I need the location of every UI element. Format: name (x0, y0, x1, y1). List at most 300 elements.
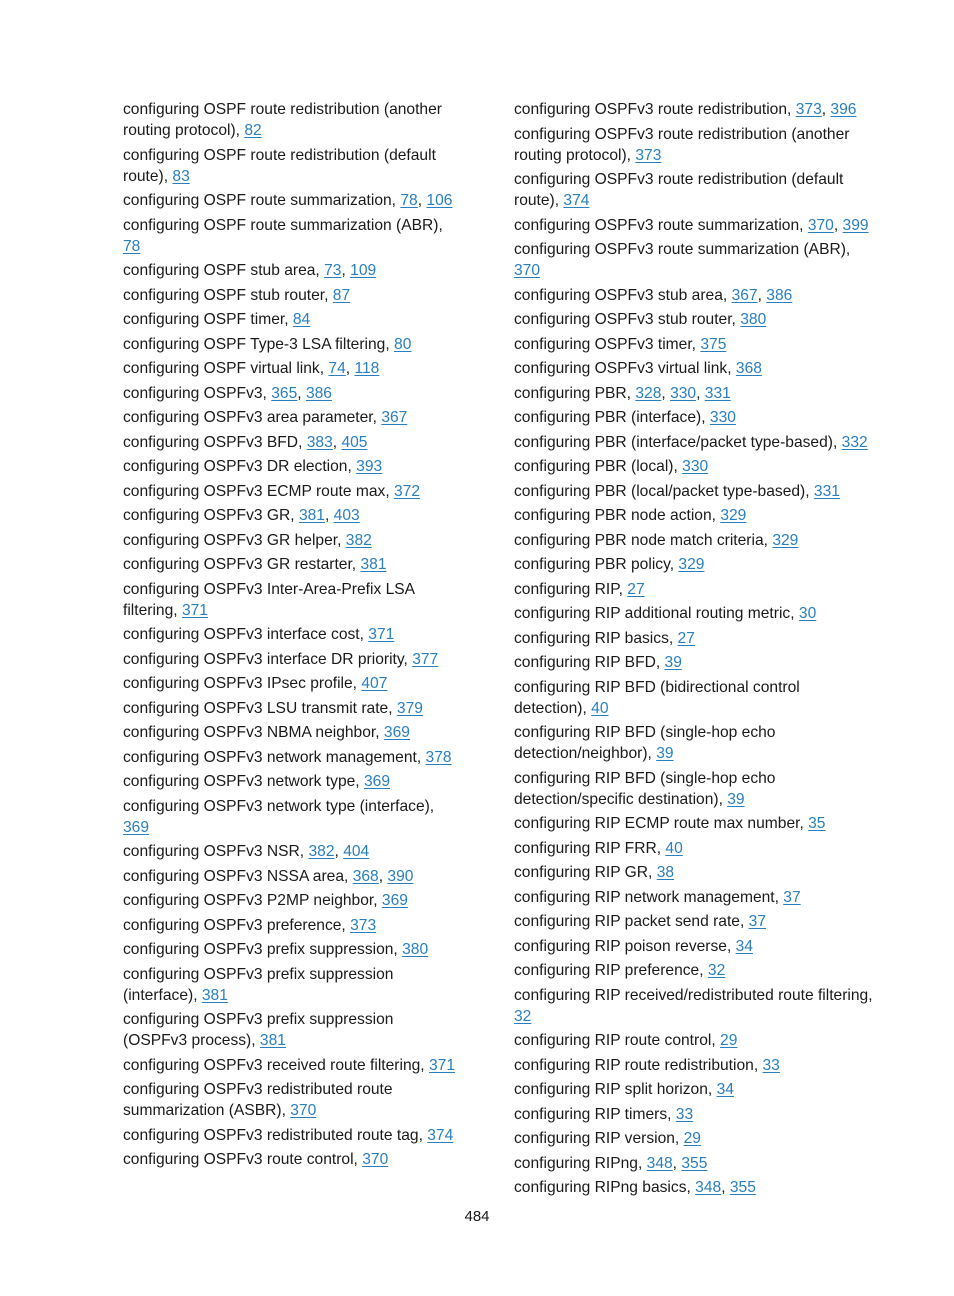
index-term: configuring RIP network management, (514, 888, 779, 906)
index-entry (123, 432, 458, 453)
index-term: configuring RIPng basics, (514, 1179, 691, 1196)
page-link[interactable]: 330 (670, 384, 697, 402)
index-term: configuring RIP ECMP route max number, (514, 815, 804, 832)
page-link[interactable]: 106 (426, 192, 453, 209)
index-term: configuring RIP packet send rate, (514, 913, 745, 930)
page-link[interactable]: 373 (350, 916, 377, 934)
index-term: configuring OSPFv3 GR restarter, (123, 556, 357, 573)
page-refs: 381, 403 (298, 507, 360, 524)
index-term: configuring OSPF virtual link, (123, 360, 325, 377)
index-entry (514, 505, 876, 526)
page-refs: 383, 405 (306, 433, 368, 451)
index-term: configuring PBR policy, (514, 556, 675, 573)
index-entry (514, 838, 876, 859)
page-link[interactable]: 39 (727, 790, 745, 808)
page-link[interactable]: 34 (735, 937, 753, 955)
page-refs (736, 938, 753, 955)
index-entry (514, 383, 876, 404)
page-link[interactable]: 370 (290, 1102, 317, 1119)
page-link[interactable]: 348 (695, 1179, 722, 1196)
page-refs (657, 864, 674, 881)
index-term: configuring OSPFv3 network type (interface), (123, 797, 435, 815)
page-refs (290, 1102, 316, 1119)
index-term: configuring OSPF route summarization (ABR), (123, 216, 443, 234)
index-entry (123, 1055, 458, 1076)
page-link[interactable]: 369 (383, 724, 410, 741)
index-term: configuring OSPFv3 redistributed route summarization (ASBR), (123, 1081, 393, 1119)
index-entry (123, 260, 458, 281)
index-term: configuring OSPFv3 area parameter, (123, 409, 377, 426)
index-entry (123, 939, 458, 960)
page-refs (720, 1032, 737, 1049)
page-link[interactable]: 37 (783, 888, 801, 906)
page-refs: 367, 386 (731, 286, 793, 304)
index-entry (514, 215, 876, 236)
page-refs (394, 483, 420, 500)
index-term: configuring PBR (local), (514, 458, 678, 475)
index-term: configuring OSPFv3 LSU transmit rate, (123, 699, 393, 717)
page-link[interactable]: 33 (675, 1105, 694, 1123)
index-entry (123, 505, 458, 526)
index-entry (514, 579, 876, 600)
page-link[interactable]: 348 (646, 1154, 673, 1172)
page-refs: 368, 390 (352, 867, 414, 885)
index-term: configuring PBR (interface), (514, 409, 706, 426)
index-term: configuring OSPFv3 P2MP neighbor, (123, 892, 378, 909)
index-entry (123, 915, 458, 936)
index-term: configuring OSPF route redistribution (default route), (123, 146, 436, 185)
page-link[interactable]: 370 (807, 216, 834, 234)
page-refs (412, 651, 438, 668)
page-link[interactable]: 367 (381, 409, 408, 426)
index-entry (123, 673, 458, 694)
page-refs (368, 626, 394, 643)
index-term: configuring RIP BFD (single-hop echo detection/specific destination), (514, 769, 776, 808)
index-term: configuring OSPFv3 route summarization, (514, 216, 804, 234)
index-term: configuring OSPFv3 GR, (123, 507, 295, 524)
page-link[interactable]: 32 (707, 962, 726, 979)
page-link[interactable]: 332 (841, 433, 868, 451)
page-link[interactable]: 35 (808, 815, 826, 832)
page-link[interactable]: 331 (704, 384, 731, 402)
page-refs (814, 483, 840, 500)
index-entry (514, 124, 876, 166)
page-link[interactable]: 369 (381, 892, 408, 909)
page-link[interactable]: 83 (172, 167, 190, 185)
index-term: configuring OSPFv3 BFD, (123, 433, 303, 451)
index-entry (123, 796, 458, 838)
page-link[interactable]: 34 (716, 1081, 734, 1098)
page-link[interactable]: 74 (328, 360, 346, 377)
page-refs (260, 1032, 286, 1049)
page-refs (736, 360, 762, 377)
page-link[interactable]: 369 (123, 818, 150, 836)
page-refs (429, 1057, 455, 1074)
page-link[interactable]: 329 (678, 556, 705, 573)
page-link[interactable]: 39 (664, 654, 682, 671)
index-entry (514, 1128, 876, 1149)
index-term: configuring RIP GR, (514, 864, 653, 881)
page-refs (350, 917, 376, 934)
index-entry (514, 432, 876, 453)
page-link[interactable]: 329 (772, 531, 799, 549)
page-link[interactable]: 379 (396, 699, 423, 717)
index-entry (514, 334, 876, 355)
page-refs (772, 532, 798, 549)
page-refs: 348, 355 (646, 1154, 708, 1172)
index-term: configuring RIP BFD (bidirectional control detection), (514, 678, 800, 717)
index-entry (123, 215, 458, 257)
page-link[interactable]: 78 (123, 237, 141, 255)
index-term: configuring RIP split horizon, (514, 1081, 713, 1098)
page-link[interactable]: 383 (306, 433, 333, 451)
index-term: configuring OSPFv3 DR election, (123, 458, 352, 475)
page-link[interactable]: 405 (341, 433, 368, 451)
page-link[interactable]: 390 (387, 867, 414, 885)
index-term: configuring OSPFv3 route redistribution, (514, 101, 792, 118)
page-refs: 78, 106 (400, 192, 453, 209)
index-entry (123, 1009, 458, 1051)
index-entry (123, 866, 458, 887)
index-entry (514, 603, 876, 624)
index-term: configuring OSPF route redistribution (another routing protocol), (123, 101, 442, 139)
page-refs (665, 840, 682, 857)
page-link[interactable]: 29 (683, 1130, 701, 1147)
index-term: configuring OSPFv3 ECMP route max, (123, 482, 390, 500)
page-refs (635, 147, 661, 164)
index-term: configuring OSPFv3 route control, (123, 1151, 358, 1168)
index-entry (123, 649, 458, 670)
index-entry (514, 1055, 876, 1076)
page-refs (426, 749, 452, 766)
index-term: configuring RIP route redistribution, (514, 1056, 759, 1074)
index-term: configuring OSPFv3 redistributed route tag, (123, 1126, 423, 1144)
index-entry (123, 890, 458, 911)
page-link[interactable]: 386 (305, 384, 332, 402)
index-term: configuring RIP preference, (514, 962, 704, 979)
page-link[interactable]: 399 (842, 216, 869, 234)
index-entry (123, 145, 458, 187)
page-refs (397, 700, 423, 717)
index-term: configuring RIP FRR, (514, 839, 662, 857)
page-link[interactable]: 37 (748, 913, 766, 930)
page-refs (717, 1081, 734, 1098)
page-link[interactable]: 40 (665, 839, 683, 857)
index-column-left (123, 99, 458, 1174)
index-term: configuring OSPFv3 received route filtering, (123, 1056, 425, 1074)
index-entry (514, 1079, 876, 1100)
page-link[interactable]: 329 (720, 507, 747, 524)
page-link[interactable]: 82 (244, 122, 262, 139)
page-refs (710, 409, 736, 426)
page-link[interactable]: 355 (729, 1179, 756, 1196)
index-entry (123, 771, 458, 792)
page-link[interactable]: 382 (345, 531, 372, 549)
page-refs: 365, 386 (271, 384, 332, 402)
page-link[interactable]: 331 (813, 482, 840, 500)
page-link[interactable]: 380 (402, 941, 429, 958)
page-link[interactable]: 371 (181, 601, 208, 619)
index-term: configuring OSPF stub router, (123, 286, 329, 304)
index-term: configuring OSPFv3 preference, (123, 916, 346, 934)
page-refs (749, 913, 766, 930)
page-refs (182, 602, 208, 619)
page-refs (740, 311, 766, 328)
page-number: 484 (464, 1208, 490, 1225)
index-entry (123, 747, 458, 768)
index-entry (514, 652, 876, 673)
page-link[interactable]: 330 (709, 409, 736, 426)
index-term: configuring OSPFv3 timer, (514, 335, 697, 353)
page-refs: 328, 330, 331 (635, 384, 731, 402)
index-entry (123, 841, 458, 862)
page-link[interactable]: 396 (830, 101, 857, 118)
index-entry (123, 309, 458, 330)
page-link[interactable]: 27 (677, 629, 695, 647)
page-refs (172, 168, 189, 185)
index-column-right (514, 99, 876, 1202)
index-entry (514, 530, 876, 551)
index-term: configuring OSPFv3 network type, (123, 773, 360, 790)
page-link[interactable]: 78 (400, 192, 418, 209)
index-term: configuring OSPFv3 interface cost, (123, 626, 364, 643)
page-refs (360, 556, 386, 573)
index-entry (514, 1030, 876, 1051)
page-refs (381, 409, 407, 426)
page-link[interactable]: 381 (201, 986, 228, 1004)
index-entry (514, 309, 876, 330)
page-refs (364, 773, 390, 790)
index-entry (514, 985, 876, 1027)
page-link[interactable]: 328 (635, 384, 662, 402)
index-term: configuring RIP poison reverse, (514, 937, 732, 955)
index-entry (123, 579, 458, 621)
page-refs (799, 605, 816, 622)
page-refs (514, 1008, 531, 1025)
page-link[interactable]: 381 (259, 1032, 286, 1049)
page-refs (682, 458, 708, 475)
page-refs (808, 815, 825, 832)
index-entry (123, 1125, 458, 1146)
index-entry (514, 1104, 876, 1125)
page-link[interactable]: 393 (356, 458, 383, 475)
page-link[interactable]: 370 (514, 262, 541, 279)
index-entry (514, 887, 876, 908)
page-link[interactable]: 32 (514, 1007, 532, 1025)
index-term: configuring OSPFv3 GR helper, (123, 531, 342, 549)
index-entry (514, 481, 876, 502)
index-entry (123, 383, 458, 404)
page-link[interactable]: 84 (292, 311, 311, 328)
page-link[interactable]: 29 (720, 1032, 738, 1049)
page-refs (293, 311, 310, 328)
page-link[interactable]: 39 (656, 745, 674, 762)
index-entry (514, 936, 876, 957)
page-refs (361, 675, 387, 692)
page-link[interactable]: 374 (427, 1126, 454, 1144)
index-entry (514, 628, 876, 649)
page-refs (427, 1127, 453, 1144)
index-entry (123, 334, 458, 355)
index-entry (123, 530, 458, 551)
index-term: configuring RIP received/redistributed route filtering, (514, 986, 873, 1004)
page-link[interactable]: 373 (795, 101, 822, 118)
page-refs (123, 819, 149, 836)
index-term: configuring OSPFv3 route redistribution (another routing protocol), (514, 125, 850, 164)
page-refs (708, 962, 725, 979)
index-entry (514, 1177, 876, 1198)
page-refs (684, 1130, 701, 1147)
page-link[interactable]: 87 (332, 286, 351, 304)
index-entry (514, 813, 876, 834)
page-link[interactable]: 330 (682, 458, 709, 475)
index-entry (514, 169, 876, 211)
index-entry (514, 456, 876, 477)
index-entry (514, 554, 876, 575)
index-entry (514, 407, 876, 428)
page-refs (362, 1151, 388, 1168)
index-term: configuring OSPFv3 virtual link, (514, 360, 732, 377)
page-refs (763, 1057, 780, 1074)
page-refs (402, 941, 428, 958)
page-link[interactable]: 404 (343, 843, 370, 860)
page-refs (783, 889, 800, 906)
page-link[interactable]: 118 (354, 360, 380, 377)
page-link[interactable]: 367 (731, 286, 758, 304)
page-link[interactable]: 375 (700, 335, 727, 353)
index-term: configuring OSPFv3 stub router, (514, 311, 736, 328)
index-term: configuring RIP additional routing metric, (514, 605, 795, 622)
index-entry (514, 911, 876, 932)
page-refs (627, 581, 644, 598)
index-entry (123, 698, 458, 719)
page-link[interactable]: 371 (368, 626, 395, 643)
page-link[interactable]: 109 (350, 262, 377, 279)
page-refs (123, 238, 140, 255)
page-link[interactable]: 373 (635, 146, 662, 164)
page-link[interactable]: 369 (363, 773, 390, 790)
index-term: configuring OSPFv3 prefix suppression (OSPFv3 process), (123, 1011, 394, 1049)
page-link[interactable]: 374 (563, 192, 590, 209)
index-term: configuring RIP BFD (single-hop echo detection/neighbor), (514, 724, 776, 762)
index-term: configuring PBR node action, (514, 507, 716, 524)
index-term: configuring RIP timers, (514, 1105, 672, 1123)
index-term: configuring PBR (interface/packet type-based), (514, 433, 838, 451)
page-refs: 373, 396 (795, 101, 857, 118)
index-entry (123, 481, 458, 502)
index-entry (123, 1079, 458, 1121)
page-refs (382, 892, 408, 909)
index-term: configuring OSPFv3 prefix suppression (interface), (123, 965, 394, 1004)
index-term: configuring OSPF stub area, (123, 262, 320, 279)
index-term: configuring RIP, (514, 580, 623, 598)
index-entry (514, 1153, 876, 1174)
page-link[interactable]: 368 (735, 360, 762, 377)
index-entry (514, 862, 876, 883)
page-link[interactable]: 30 (798, 605, 817, 622)
page-link[interactable]: 381 (298, 507, 325, 524)
page-link[interactable]: 407 (361, 675, 388, 692)
page-link[interactable]: 368 (352, 867, 379, 885)
page-refs (700, 336, 726, 353)
page-link[interactable]: 33 (762, 1056, 780, 1074)
page-refs: 348, 355 (695, 1179, 756, 1196)
page-refs (665, 654, 682, 671)
page-refs (356, 458, 382, 475)
page-link[interactable]: 378 (425, 748, 452, 766)
index-entry (514, 768, 876, 810)
page-link[interactable]: 40 (591, 699, 609, 717)
page-refs (678, 630, 695, 647)
index-term: configuring OSPFv3, (123, 384, 267, 402)
index-term: configuring RIP basics, (514, 629, 674, 647)
index-term: configuring RIP route control, (514, 1032, 716, 1049)
page-refs (563, 192, 589, 209)
index-term: configuring RIP version, (514, 1130, 680, 1147)
page-refs (676, 1106, 693, 1123)
page-refs: 73, 109 (324, 262, 377, 279)
page-refs (591, 700, 608, 717)
index-term: configuring OSPFv3 stub area, (514, 286, 728, 304)
index-entry (514, 722, 876, 764)
index-term: configuring OSPFv3 prefix suppression, (123, 941, 398, 958)
page-link[interactable]: 73 (324, 262, 342, 279)
page-link[interactable]: 382 (308, 843, 335, 860)
index-entry (123, 964, 458, 1006)
index-term: configuring OSPF Type-3 LSA filtering, (123, 335, 390, 353)
index-entry (123, 456, 458, 477)
page-link[interactable]: 372 (394, 482, 421, 500)
index-entry (123, 624, 458, 645)
page-link[interactable]: 365 (271, 384, 298, 402)
index-term: configuring OSPFv3 NBMA neighbor, (123, 724, 380, 741)
index-entry (123, 190, 458, 211)
page-refs (720, 507, 746, 524)
page-link[interactable]: 80 (394, 335, 412, 353)
page-link[interactable]: 355 (681, 1154, 708, 1172)
index-term: configuring OSPFv3 route redistribution (default route), (514, 171, 844, 209)
page-refs: 370, 399 (807, 216, 869, 234)
page-refs (678, 556, 704, 573)
page-link[interactable]: 403 (333, 507, 360, 524)
page-link[interactable]: 370 (362, 1151, 389, 1168)
page-link[interactable]: 377 (412, 650, 439, 668)
index-entry (123, 99, 458, 141)
index-entry (123, 1149, 458, 1170)
index-term: configuring OSPFv3 network management, (123, 748, 422, 766)
index-entry (123, 722, 458, 743)
index-entry (514, 239, 876, 281)
index-entry (123, 554, 458, 575)
index-term: configuring OSPFv3 NSR, (123, 843, 305, 860)
index-entry (514, 285, 876, 306)
index-term: configuring RIPng, (514, 1154, 643, 1172)
index-term: configuring PBR, (514, 384, 632, 402)
page-link[interactable]: 27 (627, 580, 645, 598)
index-entry (514, 99, 876, 120)
page-link[interactable]: 371 (428, 1056, 456, 1074)
page-link[interactable]: 38 (656, 864, 675, 881)
page-refs: 382, 404 (308, 843, 370, 860)
index-term: configuring OSPFv3 interface DR priority, (123, 650, 408, 668)
index-term: configuring RIP BFD, (514, 654, 661, 671)
page-link[interactable]: 381 (360, 556, 387, 573)
page-refs (202, 987, 228, 1004)
page-link[interactable]: 386 (766, 286, 793, 304)
page-refs (346, 532, 372, 549)
index-entry (514, 677, 876, 719)
page-link[interactable]: 380 (740, 311, 767, 328)
